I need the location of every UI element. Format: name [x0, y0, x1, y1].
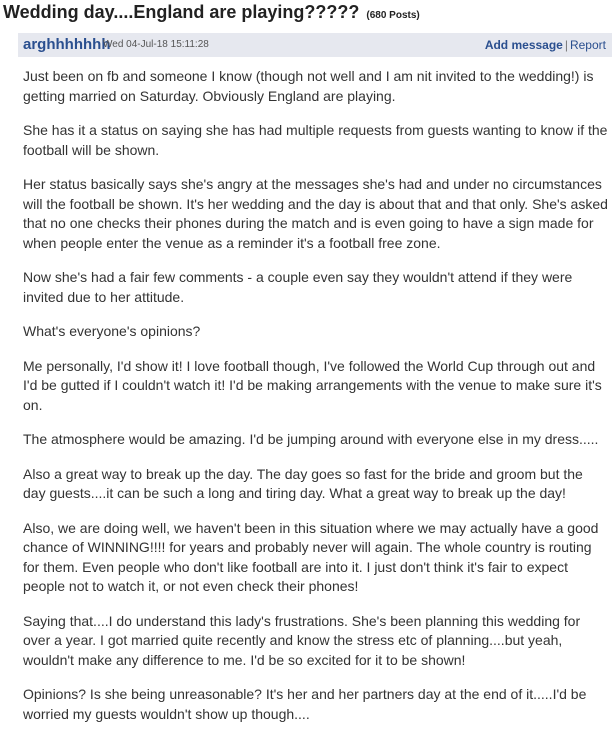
post-paragraph: Saying that....I do understand this lady's frustrations. She's been planning this wedding for over a year. I got married quite recently and know the stress etc of planning....but yeah, wouldn't make any difference to me. I'd be so excited for it to be shown! — [23, 612, 581, 668]
post-paragraph: She has it a status on saying she has had multiple requests from guests wanting to know if the football will be shown. — [23, 122, 608, 158]
action-separator: | — [564, 38, 568, 52]
thread-title-text: Wedding day....England are playing????? — [3, 2, 360, 22]
post-header — [18, 33, 612, 57]
post-paragraph: Opinions? Is she being unreasonable? It's her and her partners day at the end of it.....I'd be worried my guests wouldn't show up though.... — [23, 686, 587, 722]
post-paragraph: Just been on fb and someone I know (though not well and I am nit invited to the wedding!) is getting married on Saturday. Obviously England are playing. — [23, 68, 594, 104]
post-paragraph: The atmosphere would be amazing. I'd be jumping around with everyone else in my dress..... — [23, 431, 599, 447]
post-date: Wed 04-Jul-18 15:11:28 — [103, 39, 209, 50]
post-paragraph: Now she's had a fair few comments - a couple even say they wouldn't attend if they were invited due to her attitude. — [23, 269, 573, 305]
post-actions — [485, 38, 606, 52]
post-paragraph: What's everyone's opinions? — [23, 323, 201, 339]
post-body — [23, 67, 609, 739]
post-author[interactable]: arghhhhhhh — [23, 36, 111, 53]
add-message-link[interactable]: Add message — [484, 38, 563, 52]
post-paragraph: Also, we are doing well, we haven't been in this situation where we may actually have a good chance of WINNING!!!! for years and probably never will again. The whole country is routing for them. Even people who don't like football are into it. I just don't think it's fair to expect people not to watch it, or not even check their phones! — [23, 519, 599, 594]
report-link[interactable]: Report — [569, 38, 606, 52]
post-paragraph: Me personally, I'd show it! I love football though, I've followed the World Cup through out and I'd be gutted if I couldn't watch it! I'd be making arrangements with the venue to make sure it's on. — [23, 357, 602, 413]
post-paragraph: Also a great way to break up the day. The day goes so fast for the bride and groom but the day guests....it can be such a long and tiring day. What a great way to break up the day! — [23, 465, 583, 501]
post-count: (680 Posts) — [366, 10, 420, 21]
post-paragraph: Her status basically says she's angry at the messages she's had and under no circumstances will the football be shown. It's her wedding and the day is about that and that only. She's asked that no one checks their phones during the match and is even going to have a sign made for when people enter the venue as a reminder it's a football free zone. — [23, 176, 608, 251]
thread-title — [3, 2, 420, 23]
